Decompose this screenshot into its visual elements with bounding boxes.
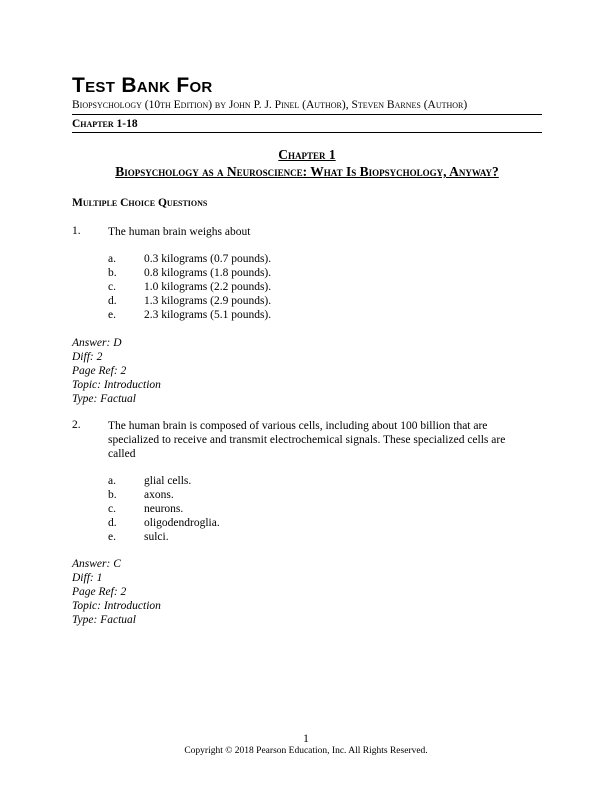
test-bank-banner: Test Bank For xyxy=(72,74,213,97)
option-text: 0.3 kilograms (0.7 pounds). xyxy=(144,253,272,265)
option-b xyxy=(108,266,271,280)
option-text: 0.8 kilograms (1.8 pounds). xyxy=(144,267,272,279)
option-e xyxy=(108,308,271,322)
option-text: 1.0 kilograms (2.2 pounds). xyxy=(144,281,272,293)
option-text: sulci. xyxy=(144,531,169,543)
answer-meta xyxy=(72,336,161,406)
options-list xyxy=(108,474,220,544)
answer-line: Answer: C xyxy=(72,558,121,570)
question-text-line: specialized to receive and transmit electrochemical signals. These specialized cells are xyxy=(108,434,506,446)
chapter-subtitle: Biopsychology as a Neuroscience: What Is Biopsychology, Anyway? xyxy=(115,164,499,179)
chapter-title: Chapter 1 xyxy=(278,147,336,162)
type-line: Type: Factual xyxy=(72,614,136,626)
question-number: 1. xyxy=(72,225,81,237)
option-letter: c. xyxy=(108,281,116,293)
question-text xyxy=(108,225,538,239)
option-b xyxy=(108,488,220,502)
option-c xyxy=(108,502,220,516)
option-a xyxy=(108,474,220,488)
option-text: 2.3 kilograms (5.1 pounds). xyxy=(144,309,272,321)
page-ref-line: Page Ref: 2 xyxy=(72,365,127,377)
option-letter: c. xyxy=(108,503,116,515)
option-text: glial cells. xyxy=(144,475,192,487)
options-list xyxy=(108,252,271,322)
option-d xyxy=(108,294,271,308)
option-text: oligodendroglia. xyxy=(144,517,220,529)
topic-line: Topic: Introduction xyxy=(72,600,161,612)
option-d xyxy=(108,516,220,530)
option-text: axons. xyxy=(144,489,174,501)
header-rule xyxy=(72,114,542,115)
option-letter: e. xyxy=(108,531,116,543)
option-letter: e. xyxy=(108,309,116,321)
question-number: 2. xyxy=(72,419,81,431)
header-rule-2 xyxy=(72,132,542,133)
option-letter: d. xyxy=(108,517,117,529)
option-letter: b. xyxy=(108,267,117,279)
question-text-line: called xyxy=(108,448,136,460)
answer-line: Answer: D xyxy=(72,337,122,349)
option-text: neurons. xyxy=(144,503,184,515)
option-letter: d. xyxy=(108,295,117,307)
difficulty-line: Diff: 1 xyxy=(72,572,103,584)
option-letter: a. xyxy=(108,253,116,265)
difficulty-line: Diff: 2 xyxy=(72,351,103,363)
copyright-notice: Copyright © 2018 Pearson Education, Inc. All Rights Reserved. xyxy=(184,746,428,756)
option-a xyxy=(108,252,271,266)
option-e xyxy=(108,530,220,544)
section-title: Multiple Choice Questions xyxy=(72,197,208,209)
answer-meta xyxy=(72,557,161,627)
topic-line: Topic: Introduction xyxy=(72,379,161,391)
option-c xyxy=(108,280,271,294)
chapter-range: Chapter 1-18 xyxy=(72,118,138,130)
question-text-line: The human brain is composed of various cells, including about 100 billion that are xyxy=(108,420,488,432)
page-ref-line: Page Ref: 2 xyxy=(72,586,127,598)
question-text xyxy=(108,419,538,461)
question-text-line: The human brain weighs about xyxy=(108,226,251,238)
option-letter: b. xyxy=(108,489,117,501)
option-text: 1.3 kilograms (2.9 pounds). xyxy=(144,295,272,307)
option-letter: a. xyxy=(108,475,116,487)
type-line: Type: Factual xyxy=(72,393,136,405)
book-subtitle: Biopsychology (10th Edition) by John P. J. Pinel (Author), Steven Barnes (Author) xyxy=(72,99,468,111)
page-number: 1 xyxy=(303,733,309,745)
